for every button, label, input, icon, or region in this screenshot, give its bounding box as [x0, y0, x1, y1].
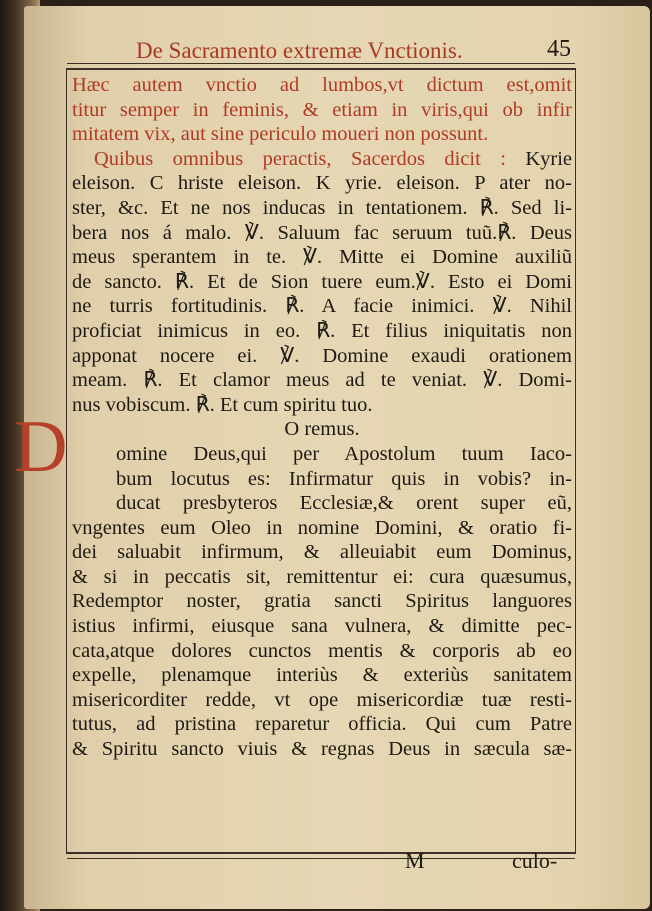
text-line: & Spiritu sancto viuis & regnas Deus in sæcula sæ-: [72, 738, 572, 761]
signature-mark: M: [405, 848, 425, 873]
page-footer: [0, 848, 652, 878]
text-line: istius infirmi, eiusque sana vulnera, & dimitte pec-: [72, 615, 572, 638]
text-line: bum locutus es: Infirmatur quis in vobis? in-: [116, 467, 572, 490]
rubric-line: titur semper in feminis, & etiam in viris,qui ob infir: [72, 98, 572, 121]
page-number: 45: [547, 36, 571, 62]
page-header: [70, 36, 575, 72]
rubric-line: mitatem vix, aut sine periculo moueri non possunt.: [72, 123, 489, 146]
rubric-phrase: Quibus omnibus peractis, Sacerdos dicit :: [94, 147, 506, 170]
text-line: bera nos á malo. ℣. Saluum fac seruum tuũ.℟. Deus: [72, 221, 572, 244]
text-line: apponat nocere ei. ℣. Domine exaudi orationem: [72, 344, 572, 367]
text-line: de sancto. ℟. Et de Sion tuere eum.℣. Esto ei Domi: [72, 270, 572, 293]
text-line: omine Deus,qui per Apostolum tuum Iaco-: [116, 442, 572, 465]
text-line: meam. ℟. Et clamor meus ad te veniat. ℣. Domi-: [72, 369, 572, 392]
drop-cap-initial: D: [14, 406, 68, 488]
text-line: ne turris fortitudinis. ℟. A facie inimici. ℣. Nihil: [72, 295, 572, 318]
text-line: tutus, ad pristina reparetur officia. Qui cum Patre: [72, 713, 572, 736]
text-line: cata,atque dolores cunctos mentis & corporis ab eo: [72, 639, 572, 662]
text-line: misericorditer redde, vt ope misericordiæ tuæ resti-: [72, 688, 572, 711]
kyrie-word: Kyrie: [505, 147, 572, 170]
text-line: & si in peccatis sit, remittentur ei: cura quæsumus,: [72, 565, 572, 588]
text-line: dei saluabit infirmum, & alleuiabit eum Dominus,: [72, 541, 572, 564]
text-line: proficiat inimicus in eo. ℟. Et filius iniquitatis non: [72, 319, 572, 342]
text-line: nus vobiscum. ℟. Et cum spiritu tuo.: [72, 393, 373, 416]
text-line: ducat presbyteros Ecclesiæ,& orent super eũ,: [116, 492, 572, 515]
text-line: expelle, plenamque interiùs & exteriùs sanitatem: [72, 664, 572, 687]
rubric-line: Hæc autem vnctio ad lumbos,vt dictum est,omit: [72, 74, 572, 96]
text-line: Redemptor noster, gratia sancti Spiritus languores: [72, 590, 572, 613]
text-line: eleison. C hriste eleison. K yrie. eleison. P ater no-: [72, 172, 572, 195]
running-title: De Sacramento extremæ Vnctionis.: [136, 38, 463, 63]
text-line: meus sperantem in te. ℣. Mitte ei Domine auxiliũ: [72, 246, 572, 269]
oremus-heading: O remus.: [284, 418, 360, 441]
text-line: ster, &c. Et ne nos inducas in tentationem. ℟. Sed li-: [72, 196, 572, 219]
catchword: culo-: [512, 848, 558, 873]
body-text: [72, 73, 572, 762]
text-line-mixed: [72, 147, 572, 172]
text-line: vngentes eum Oleo in nomine Domini, & oratio fi-: [72, 516, 572, 539]
